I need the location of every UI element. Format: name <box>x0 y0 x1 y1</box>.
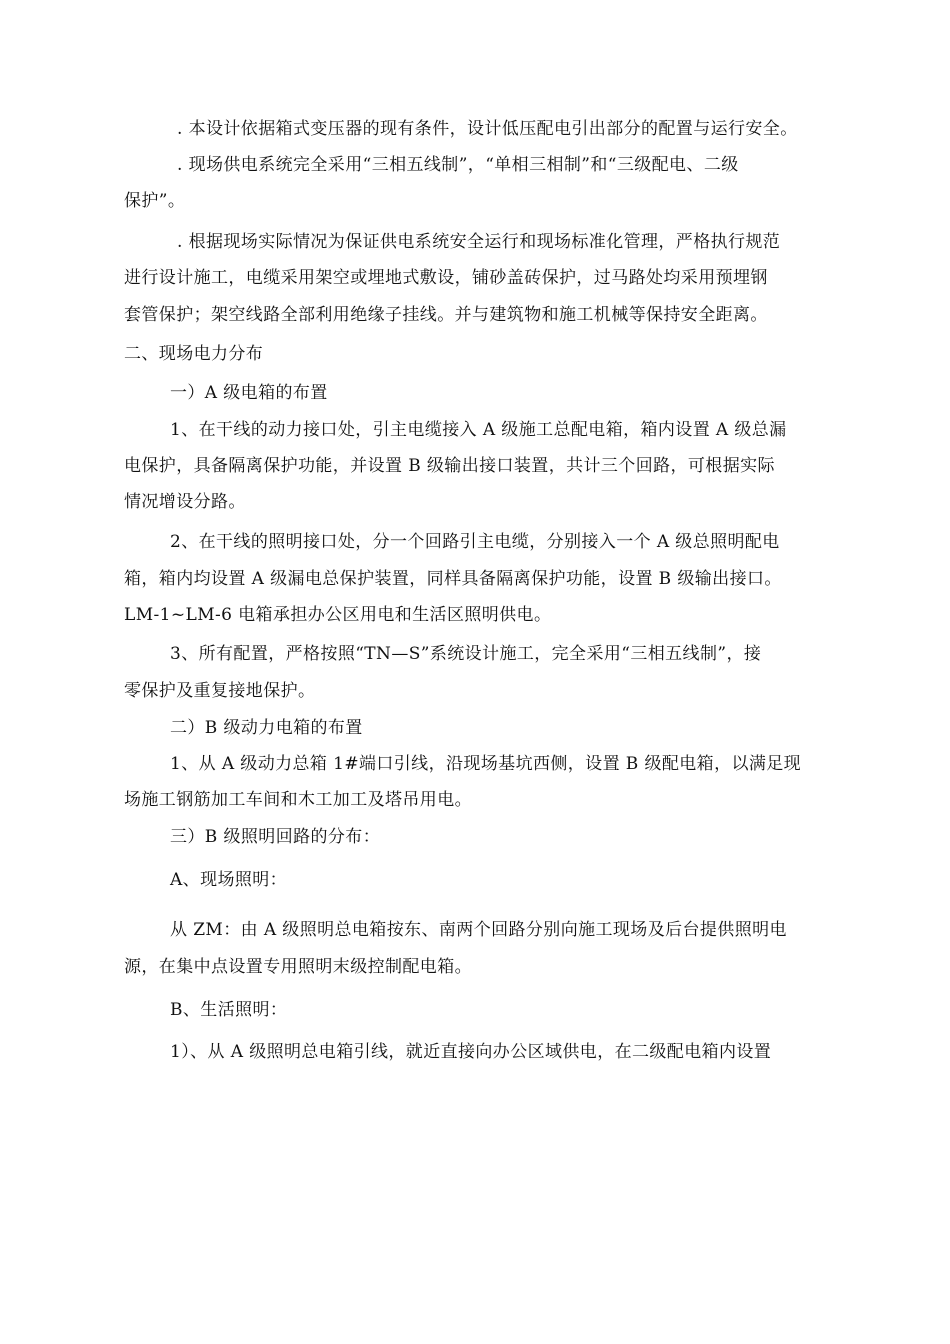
subsection-heading: 二）B 级动力电箱的布置 <box>170 718 363 738</box>
text-line: 1、从 A 级动力总箱 1#端口引线，沿现场基坑西侧，设置 B 级配电箱，以满足现 <box>170 754 802 774</box>
text-line: 场施工钢筋加工车间和木工加工及塔吊用电。 <box>124 790 472 810</box>
text-line: 零保护及重复接地保护。 <box>124 681 316 701</box>
text-line: 1、在干线的动力接口处，引主电缆接入 A 级施工总配电箱，箱内设置 A 级总漏 <box>170 420 787 440</box>
text-line: . 根据现场实际情况为保证供电系统安全运行和现场标准化管理，严格执行规范 <box>177 232 781 252</box>
text-line: . 现场供电系统完全采用“三相五线制”，“单相三相制”和“三级配电、二级 <box>177 155 739 175</box>
text-line: 从 ZM：由 A 级照明总电箱按东、南两个回路分别向施工现场及后台提供照明电 <box>170 920 787 940</box>
subsection-heading: 三）B 级照明回路的分布： <box>170 827 381 847</box>
text-line: LM-1~LM-6 电箱承担办公区用电和生活区照明供电。 <box>124 605 552 625</box>
text-line: 2、在干线的照明接口处，分一个回路引主电缆，分别接入一个 A 级总照明配电 <box>170 532 780 552</box>
text-line: 电保护，具备隔离保护功能，并设置 B 级输出接口装置，共计三个回路，可根据实际 <box>124 456 775 476</box>
text-line: . 本设计依据箱式变压器的现有条件，设计低压配电引出部分的配置与运行安全。 <box>177 119 798 139</box>
text-line: 进行设计施工，电缆采用架空或埋地式敷设，铺砂盖砖保护，过马路处均采用预埋钢 <box>124 268 768 288</box>
text-line: 套管保护；架空线路全部利用绝缘子挂线。并与建筑物和施工机械等保持安全距离。 <box>124 305 768 325</box>
text-line: 源，在集中点设置专用照明末级控制配电箱。 <box>124 957 472 977</box>
text-line: 情况增设分路。 <box>124 492 246 512</box>
subsection-heading: B、生活照明： <box>170 1000 288 1020</box>
text-line: 保护”。 <box>124 191 186 211</box>
subsection-heading: 一）A 级电箱的布置 <box>170 383 328 403</box>
section-heading: 二、现场电力分布 <box>124 344 264 364</box>
text-line: 3、所有配置，严格按照“TN—S”系统设计施工，完全采用“三相五线制”，接 <box>170 644 762 664</box>
text-line: 箱，箱内均设置 A 级漏电总保护装置，同样具备隔离保护功能，设置 B 级输出接口。 <box>124 569 782 589</box>
text-line: 1）、从 A 级照明总电箱引线，就近直接向办公区域供电，在二级配电箱内设置 <box>170 1042 772 1062</box>
subsection-heading: A、现场照明： <box>170 870 288 890</box>
